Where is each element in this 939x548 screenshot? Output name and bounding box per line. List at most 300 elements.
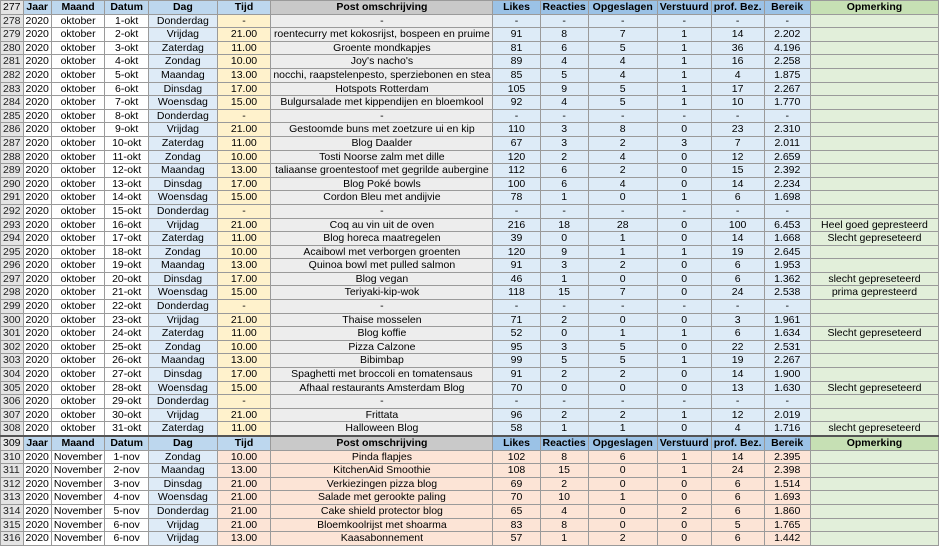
cell-dag[interactable]: Maandag xyxy=(149,259,218,273)
cell-bereik[interactable]: 1.716 xyxy=(764,422,810,436)
cell-jaar[interactable]: 2020 xyxy=(23,109,51,123)
cell-bereik[interactable]: 1.693 xyxy=(764,491,810,505)
cell-datum[interactable]: 6-okt xyxy=(105,82,149,96)
cell-jaar[interactable]: 2020 xyxy=(23,259,51,273)
cell-opgeslagen[interactable]: 28 xyxy=(588,218,657,232)
cell-opgeslagen[interactable]: 1 xyxy=(588,245,657,259)
cell-maand[interactable]: oktober xyxy=(51,340,104,354)
cell-datum[interactable]: 4-okt xyxy=(105,55,149,69)
header-opgeslagen[interactable]: Opgeslagen xyxy=(588,1,657,15)
cell-maand[interactable]: oktober xyxy=(51,204,104,218)
cell-reacties[interactable]: 2 xyxy=(540,313,588,327)
cell-verstuurd[interactable]: 1 xyxy=(657,28,711,42)
row-number[interactable]: 315 xyxy=(1,518,24,532)
row-number[interactable]: 289 xyxy=(1,164,24,178)
cell-reacties[interactable]: 0 xyxy=(540,381,588,395)
cell-dag[interactable]: Dinsdag xyxy=(149,368,218,382)
cell-jaar[interactable]: 2020 xyxy=(23,327,51,341)
cell-jaar[interactable]: 2020 xyxy=(23,177,51,191)
header-tijd[interactable]: Tijd xyxy=(217,436,271,450)
cell-dag[interactable]: Vrijdag xyxy=(149,218,218,232)
cell-dag[interactable]: Vrijdag xyxy=(149,313,218,327)
cell-verstuurd[interactable]: 1 xyxy=(657,82,711,96)
cell-bereik[interactable]: 4.196 xyxy=(764,41,810,55)
cell-tijd[interactable]: 10.00 xyxy=(217,55,271,69)
cell-opgeslagen[interactable]: 4 xyxy=(588,177,657,191)
row-number[interactable]: 296 xyxy=(1,259,24,273)
row-number[interactable]: 316 xyxy=(1,532,24,546)
cell-likes[interactable]: 85 xyxy=(493,68,540,82)
cell-likes[interactable]: 112 xyxy=(493,164,540,178)
cell-opmerking[interactable]: Slecht gepreseteerd xyxy=(810,381,938,395)
row-number[interactable]: 282 xyxy=(1,68,24,82)
cell-datum[interactable]: 14-okt xyxy=(105,191,149,205)
cell-post-omschrijving[interactable]: Afhaal restaurants Amsterdam Blog xyxy=(271,381,493,395)
cell-maand[interactable]: oktober xyxy=(51,286,104,300)
cell-post-omschrijving[interactable]: Groente mondkapjes xyxy=(271,41,493,55)
cell-opmerking[interactable] xyxy=(810,408,938,422)
cell-datum[interactable]: 22-okt xyxy=(105,300,149,314)
cell-likes[interactable]: 108 xyxy=(493,464,540,478)
cell-maand[interactable]: oktober xyxy=(51,381,104,395)
cell-post-omschrijving[interactable]: Pizza Calzone xyxy=(271,340,493,354)
cell-prof-bez[interactable]: 6 xyxy=(711,491,764,505)
cell-bereik[interactable]: 1.362 xyxy=(764,272,810,286)
cell-bereik[interactable]: - xyxy=(764,109,810,123)
cell-jaar[interactable]: 2020 xyxy=(23,368,51,382)
cell-maand[interactable]: oktober xyxy=(51,96,104,110)
cell-dag[interactable]: Maandag xyxy=(149,68,218,82)
cell-maand[interactable]: oktober xyxy=(51,28,104,42)
cell-dag[interactable]: Woensdag xyxy=(149,96,218,110)
cell-post-omschrijving[interactable]: roentecurry met kokosrijst, bospeen en pruime xyxy=(271,28,493,42)
cell-reacties[interactable]: 1 xyxy=(540,532,588,546)
cell-dag[interactable]: Dinsdag xyxy=(149,477,218,491)
cell-prof-bez[interactable]: - xyxy=(711,204,764,218)
cell-opgeslagen[interactable]: 0 xyxy=(588,313,657,327)
row-number[interactable]: 312 xyxy=(1,477,24,491)
cell-verstuurd[interactable]: 0 xyxy=(657,518,711,532)
row-number[interactable]: 288 xyxy=(1,150,24,164)
header-maand[interactable]: Maand xyxy=(51,436,104,450)
row-number[interactable]: 283 xyxy=(1,82,24,96)
cell-opmerking[interactable] xyxy=(810,164,938,178)
cell-dag[interactable]: Zondag xyxy=(149,450,218,464)
cell-maand[interactable]: oktober xyxy=(51,300,104,314)
cell-prof-bez[interactable]: 22 xyxy=(711,340,764,354)
cell-opmerking[interactable] xyxy=(810,136,938,150)
cell-jaar[interactable]: 2020 xyxy=(23,41,51,55)
cell-likes[interactable]: - xyxy=(493,14,540,28)
row-number[interactable]: 301 xyxy=(1,327,24,341)
cell-opmerking[interactable] xyxy=(810,55,938,69)
cell-dag[interactable]: Donderdag xyxy=(149,109,218,123)
cell-opmerking[interactable] xyxy=(810,14,938,28)
cell-dag[interactable]: Zaterdag xyxy=(149,136,218,150)
cell-maand[interactable]: oktober xyxy=(51,422,104,436)
cell-verstuurd[interactable]: - xyxy=(657,109,711,123)
cell-maand[interactable]: oktober xyxy=(51,109,104,123)
cell-likes[interactable]: 92 xyxy=(493,96,540,110)
cell-datum[interactable]: 21-okt xyxy=(105,286,149,300)
row-number[interactable]: 278 xyxy=(1,14,24,28)
cell-maand[interactable]: November xyxy=(51,491,104,505)
cell-opmerking[interactable] xyxy=(810,123,938,137)
cell-tijd[interactable]: 15.00 xyxy=(217,286,271,300)
cell-likes[interactable]: - xyxy=(493,204,540,218)
cell-bereik[interactable]: 2.019 xyxy=(764,408,810,422)
cell-opgeslagen[interactable]: - xyxy=(588,395,657,409)
cell-bereik[interactable]: 2.234 xyxy=(764,177,810,191)
cell-likes[interactable]: 65 xyxy=(493,504,540,518)
cell-prof-bez[interactable]: 24 xyxy=(711,464,764,478)
cell-bereik[interactable]: 2.531 xyxy=(764,340,810,354)
cell-opmerking[interactable] xyxy=(810,150,938,164)
cell-post-omschrijving[interactable]: Teriyaki-kip-wok xyxy=(271,286,493,300)
cell-reacties[interactable]: 1 xyxy=(540,422,588,436)
cell-opgeslagen[interactable]: 8 xyxy=(588,123,657,137)
cell-post-omschrijving[interactable]: Quinoa bowl met pulled salmon xyxy=(271,259,493,273)
header-opgeslagen[interactable]: Opgeslagen xyxy=(588,436,657,450)
cell-verstuurd[interactable]: 1 xyxy=(657,191,711,205)
cell-maand[interactable]: oktober xyxy=(51,164,104,178)
cell-jaar[interactable]: 2020 xyxy=(23,96,51,110)
cell-opmerking[interactable] xyxy=(810,82,938,96)
cell-likes[interactable]: 39 xyxy=(493,232,540,246)
cell-datum[interactable]: 7-okt xyxy=(105,96,149,110)
cell-opmerking[interactable]: Slecht gepreseteerd xyxy=(810,327,938,341)
cell-dag[interactable]: Woensdag xyxy=(149,381,218,395)
header-dag[interactable]: Dag xyxy=(149,1,218,15)
cell-opmerking[interactable] xyxy=(810,41,938,55)
cell-reacties[interactable]: 0 xyxy=(540,232,588,246)
cell-jaar[interactable]: 2020 xyxy=(23,340,51,354)
row-number[interactable]: 286 xyxy=(1,123,24,137)
cell-prof-bez[interactable]: 14 xyxy=(711,177,764,191)
cell-post-omschrijving[interactable]: Blog Poké bowls xyxy=(271,177,493,191)
cell-tijd[interactable]: - xyxy=(217,14,271,28)
cell-likes[interactable]: 102 xyxy=(493,450,540,464)
cell-jaar[interactable]: 2020 xyxy=(23,286,51,300)
cell-dag[interactable]: Woensdag xyxy=(149,491,218,505)
row-number[interactable]: 295 xyxy=(1,245,24,259)
cell-likes[interactable]: 70 xyxy=(493,491,540,505)
cell-opgeslagen[interactable]: 0 xyxy=(588,191,657,205)
cell-tijd[interactable]: 13.00 xyxy=(217,354,271,368)
row-number[interactable]: 277 xyxy=(1,1,24,15)
cell-verstuurd[interactable]: 0 xyxy=(657,491,711,505)
header-datum[interactable]: Datum xyxy=(105,436,149,450)
cell-opmerking[interactable]: slecht gepreseteerd xyxy=(810,422,938,436)
cell-bereik[interactable]: 2.538 xyxy=(764,286,810,300)
cell-bereik[interactable]: 2.011 xyxy=(764,136,810,150)
cell-maand[interactable]: November xyxy=(51,518,104,532)
cell-verstuurd[interactable]: 1 xyxy=(657,55,711,69)
cell-maand[interactable]: oktober xyxy=(51,327,104,341)
cell-opgeslagen[interactable]: - xyxy=(588,109,657,123)
cell-prof-bez[interactable]: 14 xyxy=(711,368,764,382)
cell-tijd[interactable]: 17.00 xyxy=(217,272,271,286)
cell-reacties[interactable]: 6 xyxy=(540,41,588,55)
cell-dag[interactable]: Woensdag xyxy=(149,191,218,205)
cell-datum[interactable]: 27-okt xyxy=(105,368,149,382)
row-number[interactable]: 314 xyxy=(1,504,24,518)
cell-verstuurd[interactable]: 1 xyxy=(657,464,711,478)
cell-jaar[interactable]: 2020 xyxy=(23,82,51,96)
cell-likes[interactable]: 100 xyxy=(493,177,540,191)
cell-reacties[interactable]: 2 xyxy=(540,368,588,382)
row-number[interactable]: 284 xyxy=(1,96,24,110)
row-number[interactable]: 302 xyxy=(1,340,24,354)
header-verstuurd[interactable]: Verstuurd xyxy=(657,1,711,15)
cell-bereik[interactable]: 2.659 xyxy=(764,150,810,164)
cell-reacties[interactable]: 4 xyxy=(540,55,588,69)
row-number[interactable]: 303 xyxy=(1,354,24,368)
cell-tijd[interactable]: 17.00 xyxy=(217,82,271,96)
row-number[interactable]: 308 xyxy=(1,422,24,436)
cell-reacties[interactable]: - xyxy=(540,14,588,28)
cell-post-omschrijving[interactable]: Cordon Bleu met andijvie xyxy=(271,191,493,205)
cell-jaar[interactable]: 2020 xyxy=(23,55,51,69)
row-number[interactable]: 279 xyxy=(1,28,24,42)
cell-likes[interactable]: 110 xyxy=(493,123,540,137)
cell-tijd[interactable]: 21.00 xyxy=(217,518,271,532)
cell-datum[interactable]: 9-okt xyxy=(105,123,149,137)
cell-opmerking[interactable] xyxy=(810,109,938,123)
cell-maand[interactable]: oktober xyxy=(51,14,104,28)
cell-reacties[interactable]: - xyxy=(540,204,588,218)
cell-verstuurd[interactable]: 1 xyxy=(657,96,711,110)
cell-prof-bez[interactable]: 13 xyxy=(711,381,764,395)
header-tijd[interactable]: Tijd xyxy=(217,1,271,15)
cell-maand[interactable]: oktober xyxy=(51,82,104,96)
cell-reacties[interactable]: 15 xyxy=(540,464,588,478)
cell-post-omschrijving[interactable]: Kaasabonnement xyxy=(271,532,493,546)
cell-opgeslagen[interactable]: 0 xyxy=(588,504,657,518)
cell-opgeslagen[interactable]: 5 xyxy=(588,354,657,368)
cell-prof-bez[interactable]: 36 xyxy=(711,41,764,55)
cell-reacties[interactable]: 2 xyxy=(540,150,588,164)
cell-opmerking[interactable] xyxy=(810,96,938,110)
cell-reacties[interactable]: 6 xyxy=(540,164,588,178)
cell-tijd[interactable]: 10.00 xyxy=(217,245,271,259)
cell-jaar[interactable]: 2020 xyxy=(23,28,51,42)
cell-tijd[interactable]: 10.00 xyxy=(217,450,271,464)
cell-datum[interactable]: 12-okt xyxy=(105,164,149,178)
cell-reacties[interactable]: - xyxy=(540,109,588,123)
cell-tijd[interactable]: 21.00 xyxy=(217,313,271,327)
cell-bereik[interactable]: 2.202 xyxy=(764,28,810,42)
cell-verstuurd[interactable]: 0 xyxy=(657,313,711,327)
cell-opmerking[interactable] xyxy=(810,300,938,314)
cell-prof-bez[interactable]: 4 xyxy=(711,68,764,82)
cell-opmerking[interactable] xyxy=(810,450,938,464)
cell-tijd[interactable]: 13.00 xyxy=(217,68,271,82)
cell-maand[interactable]: oktober xyxy=(51,368,104,382)
cell-bereik[interactable]: 2.645 xyxy=(764,245,810,259)
cell-tijd[interactable]: - xyxy=(217,300,271,314)
cell-dag[interactable]: Dinsdag xyxy=(149,177,218,191)
cell-likes[interactable]: - xyxy=(493,300,540,314)
cell-likes[interactable]: 91 xyxy=(493,28,540,42)
cell-jaar[interactable]: 2020 xyxy=(23,408,51,422)
row-number[interactable]: 310 xyxy=(1,450,24,464)
cell-prof-bez[interactable]: - xyxy=(711,395,764,409)
cell-maand[interactable]: oktober xyxy=(51,272,104,286)
cell-prof-bez[interactable]: 23 xyxy=(711,123,764,137)
cell-datum[interactable]: 6-nov xyxy=(105,518,149,532)
row-number[interactable]: 297 xyxy=(1,272,24,286)
cell-opmerking[interactable] xyxy=(810,340,938,354)
cell-tijd[interactable]: 21.00 xyxy=(217,477,271,491)
cell-post-omschrijving[interactable]: Coq au vin uit de oven xyxy=(271,218,493,232)
cell-prof-bez[interactable]: 6 xyxy=(711,504,764,518)
cell-datum[interactable]: 5-nov xyxy=(105,504,149,518)
row-number[interactable]: 309 xyxy=(1,436,24,450)
cell-bereik[interactable]: 1.668 xyxy=(764,232,810,246)
cell-tijd[interactable]: 13.00 xyxy=(217,259,271,273)
cell-verstuurd[interactable]: 0 xyxy=(657,218,711,232)
cell-post-omschrijving[interactable]: Hotspots Rotterdam xyxy=(271,82,493,96)
cell-tijd[interactable]: 21.00 xyxy=(217,123,271,137)
cell-datum[interactable]: 1-okt xyxy=(105,14,149,28)
cell-post-omschrijving[interactable]: Tosti Noorse zalm met dille xyxy=(271,150,493,164)
cell-reacties[interactable]: 9 xyxy=(540,245,588,259)
cell-datum[interactable]: 28-okt xyxy=(105,381,149,395)
cell-tijd[interactable]: 13.00 xyxy=(217,532,271,546)
cell-datum[interactable]: 20-okt xyxy=(105,272,149,286)
cell-post-omschrijving[interactable]: Blog Daalder xyxy=(271,136,493,150)
cell-jaar[interactable]: 2020 xyxy=(23,354,51,368)
cell-opgeslagen[interactable]: - xyxy=(588,300,657,314)
cell-opgeslagen[interactable]: 0 xyxy=(588,518,657,532)
row-number[interactable]: 307 xyxy=(1,408,24,422)
cell-post-omschrijving[interactable]: Blog koffie xyxy=(271,327,493,341)
cell-likes[interactable]: 89 xyxy=(493,55,540,69)
cell-dag[interactable]: Zondag xyxy=(149,340,218,354)
cell-opgeslagen[interactable]: 2 xyxy=(588,259,657,273)
cell-prof-bez[interactable]: 19 xyxy=(711,245,764,259)
header-jaar[interactable]: Jaar xyxy=(23,436,51,450)
cell-reacties[interactable]: 18 xyxy=(540,218,588,232)
cell-likes[interactable]: - xyxy=(493,395,540,409)
cell-post-omschrijving[interactable]: Verkiezingen pizza blog xyxy=(271,477,493,491)
cell-opmerking[interactable]: slecht gepreseteerd xyxy=(810,272,938,286)
cell-prof-bez[interactable]: 15 xyxy=(711,164,764,178)
cell-opmerking[interactable] xyxy=(810,68,938,82)
cell-reacties[interactable]: 1 xyxy=(540,272,588,286)
cell-prof-bez[interactable]: 6 xyxy=(711,272,764,286)
cell-jaar[interactable]: 2020 xyxy=(23,68,51,82)
cell-post-omschrijving[interactable]: Cake shield protector blog xyxy=(271,504,493,518)
cell-dag[interactable]: Donderdag xyxy=(149,14,218,28)
cell-opmerking[interactable] xyxy=(810,354,938,368)
cell-maand[interactable]: oktober xyxy=(51,68,104,82)
row-number[interactable]: 294 xyxy=(1,232,24,246)
cell-dag[interactable]: Donderdag xyxy=(149,204,218,218)
cell-jaar[interactable]: 2020 xyxy=(23,450,51,464)
cell-prof-bez[interactable]: - xyxy=(711,300,764,314)
cell-post-omschrijving[interactable]: Pinda flapjes xyxy=(271,450,493,464)
cell-bereik[interactable]: 1.900 xyxy=(764,368,810,382)
cell-reacties[interactable]: 5 xyxy=(540,354,588,368)
cell-opmerking[interactable] xyxy=(810,532,938,546)
cell-reacties[interactable]: 5 xyxy=(540,68,588,82)
cell-tijd[interactable]: 13.00 xyxy=(217,464,271,478)
row-number[interactable]: 280 xyxy=(1,41,24,55)
cell-jaar[interactable]: 2020 xyxy=(23,395,51,409)
cell-post-omschrijving[interactable]: Thaise mosselen xyxy=(271,313,493,327)
row-number[interactable]: 305 xyxy=(1,381,24,395)
cell-post-omschrijving[interactable]: Spaghetti met broccoli en tomatensaus xyxy=(271,368,493,382)
cell-jaar[interactable]: 2020 xyxy=(23,136,51,150)
cell-opgeslagen[interactable]: 0 xyxy=(588,272,657,286)
cell-prof-bez[interactable]: 14 xyxy=(711,28,764,42)
cell-tijd[interactable]: 21.00 xyxy=(217,28,271,42)
cell-bereik[interactable]: 2.392 xyxy=(764,164,810,178)
cell-jaar[interactable]: 2020 xyxy=(23,532,51,546)
cell-dag[interactable]: Maandag xyxy=(149,164,218,178)
cell-opgeslagen[interactable]: 5 xyxy=(588,96,657,110)
header-post-omschrijving[interactable]: Post omschrijving xyxy=(271,1,493,15)
cell-prof-bez[interactable]: 12 xyxy=(711,150,764,164)
cell-opmerking[interactable] xyxy=(810,259,938,273)
row-number[interactable]: 285 xyxy=(1,109,24,123)
cell-verstuurd[interactable]: 0 xyxy=(657,286,711,300)
cell-likes[interactable]: 46 xyxy=(493,272,540,286)
cell-bereik[interactable]: - xyxy=(764,300,810,314)
cell-likes[interactable]: 91 xyxy=(493,259,540,273)
cell-datum[interactable]: 24-okt xyxy=(105,327,149,341)
cell-opgeslagen[interactable]: 2 xyxy=(588,532,657,546)
cell-opgeslagen[interactable]: 4 xyxy=(588,55,657,69)
cell-verstuurd[interactable]: 0 xyxy=(657,477,711,491)
cell-tijd[interactable]: - xyxy=(217,109,271,123)
cell-datum[interactable]: 26-okt xyxy=(105,354,149,368)
cell-maand[interactable]: oktober xyxy=(51,232,104,246)
cell-jaar[interactable]: 2020 xyxy=(23,164,51,178)
cell-likes[interactable]: 120 xyxy=(493,150,540,164)
cell-opgeslagen[interactable]: 0 xyxy=(588,477,657,491)
cell-datum[interactable]: 17-okt xyxy=(105,232,149,246)
cell-opgeslagen[interactable]: 2 xyxy=(588,136,657,150)
cell-prof-bez[interactable]: 6 xyxy=(711,327,764,341)
cell-opgeslagen[interactable]: 0 xyxy=(588,381,657,395)
cell-jaar[interactable]: 2020 xyxy=(23,232,51,246)
cell-jaar[interactable]: 2020 xyxy=(23,272,51,286)
cell-bereik[interactable]: 1.765 xyxy=(764,518,810,532)
row-number[interactable]: 292 xyxy=(1,204,24,218)
cell-jaar[interactable]: 2020 xyxy=(23,491,51,505)
header-opmerking[interactable]: Opmerking xyxy=(810,1,938,15)
cell-prof-bez[interactable]: 16 xyxy=(711,55,764,69)
cell-opmerking[interactable] xyxy=(810,518,938,532)
cell-verstuurd[interactable]: 1 xyxy=(657,327,711,341)
header-prof-bez[interactable]: prof. Bez. xyxy=(711,436,764,450)
cell-opmerking[interactable] xyxy=(810,245,938,259)
cell-opgeslagen[interactable]: 7 xyxy=(588,286,657,300)
cell-reacties[interactable]: 3 xyxy=(540,136,588,150)
cell-maand[interactable]: November xyxy=(51,504,104,518)
cell-maand[interactable]: oktober xyxy=(51,177,104,191)
row-number[interactable]: 299 xyxy=(1,300,24,314)
cell-maand[interactable]: oktober xyxy=(51,354,104,368)
cell-datum[interactable]: 10-okt xyxy=(105,136,149,150)
cell-prof-bez[interactable]: 100 xyxy=(711,218,764,232)
cell-prof-bez[interactable]: 3 xyxy=(711,313,764,327)
cell-likes[interactable]: 52 xyxy=(493,327,540,341)
cell-tijd[interactable]: 21.00 xyxy=(217,218,271,232)
